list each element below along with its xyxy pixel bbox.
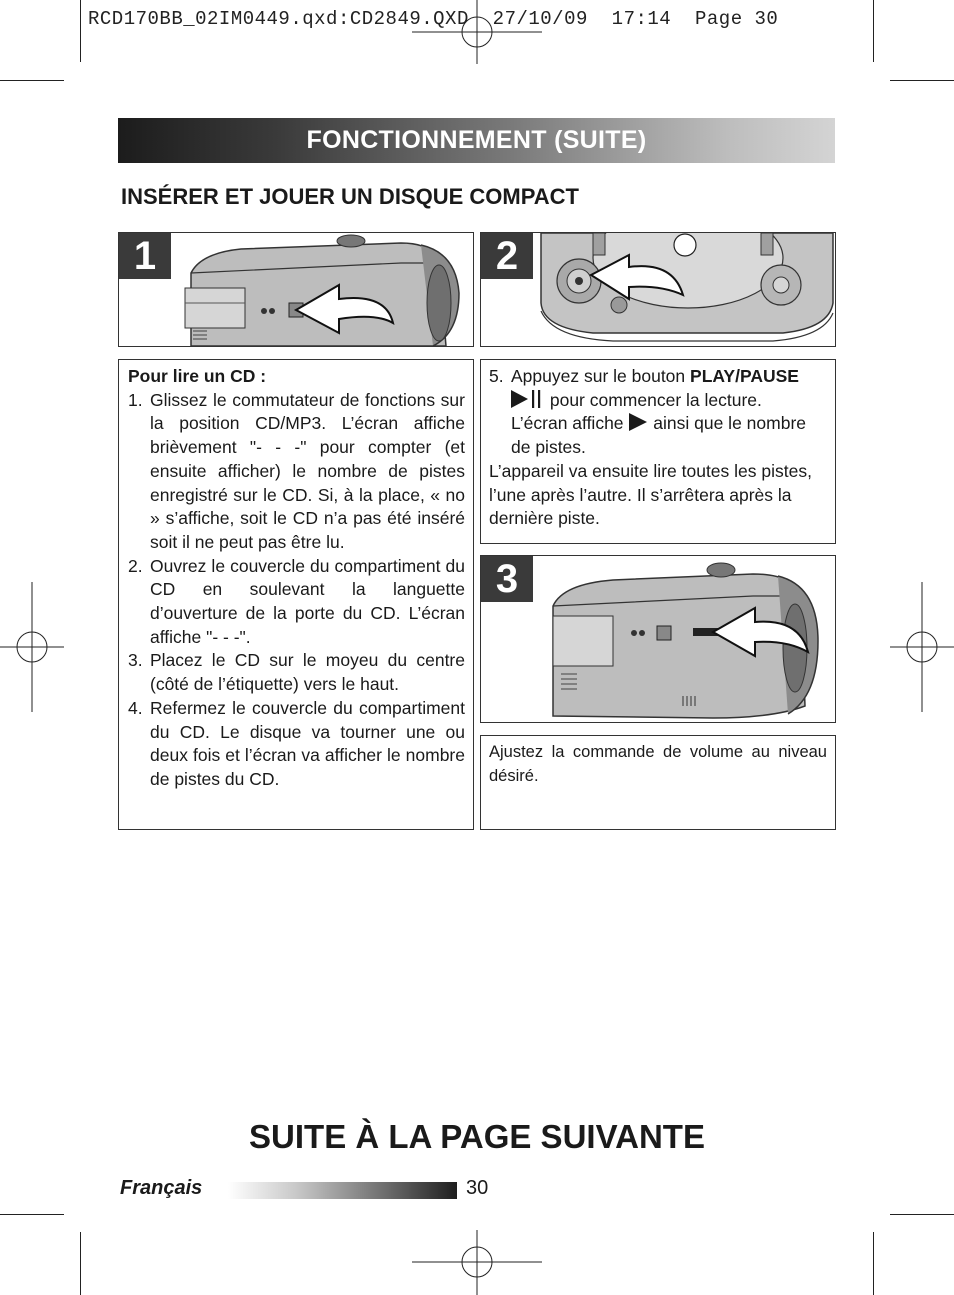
registration-mark-left bbox=[0, 582, 64, 712]
display-instruction-a: L’écran affiche bbox=[511, 413, 629, 434]
list-text bbox=[511, 365, 827, 460]
step-2-figure bbox=[480, 232, 836, 347]
play-pause-label: PLAY/PAUSE bbox=[690, 366, 799, 386]
list-item bbox=[489, 365, 827, 460]
list-number: 1. bbox=[128, 389, 143, 410]
continued-heading: SUITE À LA PAGE SUIVANTE bbox=[249, 1118, 705, 1155]
volume-note: Ajustez la commande de volume au niveau désiré. bbox=[489, 743, 827, 785]
footer-gradient-bar bbox=[228, 1182, 457, 1199]
instructions-right bbox=[480, 359, 836, 544]
list-text: Ouvrez le couvercle du compartiment du CD en soulevant la languette d’ouverture de la porte du CD. L’écran affiche "- - -". bbox=[150, 555, 465, 647]
crop-mark bbox=[0, 1214, 64, 1215]
play-instruction-a: Appuyez sur le bouton bbox=[511, 366, 691, 386]
crop-mark bbox=[0, 80, 64, 81]
instructions-left bbox=[118, 359, 474, 830]
list-number: 4. bbox=[128, 697, 143, 718]
registration-mark-bottom bbox=[412, 1230, 542, 1295]
step-number: 2 bbox=[481, 233, 533, 279]
play-pause-icon bbox=[511, 389, 545, 409]
crop-mark bbox=[873, 1232, 874, 1295]
list-item bbox=[128, 697, 465, 792]
list-text: Placez le CD sur le moyeu du centre (côté de l’étiquette) vers le haut. bbox=[150, 650, 465, 695]
crop-mark bbox=[80, 0, 81, 62]
volume-note-box bbox=[480, 735, 836, 830]
instructions-heading: Pour lire un CD : bbox=[128, 366, 267, 386]
play-instruction-b: pour commencer la lecture. bbox=[545, 389, 762, 410]
crop-mark bbox=[890, 1214, 954, 1215]
playback-paragraph: L’appareil va ensuite lire toutes les pistes, l’une après l’autre. Il s’arrêtera après la dernière piste. bbox=[489, 460, 812, 529]
print-header: RCD170BB_02IM0449.qxd:CD2849.QXD 27/10/09 17:14 Page 30 bbox=[88, 8, 779, 30]
cd-player-top-illustration bbox=[533, 233, 835, 346]
crop-mark bbox=[80, 1232, 81, 1295]
play-icon bbox=[628, 412, 648, 432]
registration-mark-top bbox=[412, 0, 542, 64]
list-text: Refermez le couvercle du compartiment du CD. Le disque va tourner une ou deux fois et l’écran va afficher le nombre de pistes du CD. bbox=[150, 697, 465, 789]
crop-mark bbox=[890, 80, 954, 81]
display-instruction-b: ainsi que le nombre de pistes. bbox=[511, 413, 807, 458]
registration-mark-right bbox=[890, 582, 954, 712]
step-1-figure bbox=[118, 232, 474, 347]
step-3-figure bbox=[480, 555, 836, 723]
list-number: 5. bbox=[489, 366, 504, 386]
list-item bbox=[128, 649, 465, 696]
page-number: 30 bbox=[466, 1177, 489, 1199]
list-number: 2. bbox=[128, 555, 143, 576]
list-text: Glissez le commutateur de fonctions sur la position CD/MP3. L’écran affiche brièvement "- - -" pour compter (et ensuite afficher) le nombre de pistes enregistré sur le CD. Si, à la place, « no » s’affiche, soit le CD n’a pas été inséré soit il ne peut pas être lu. bbox=[150, 389, 465, 552]
title-bar bbox=[118, 118, 835, 163]
cd-player-side-illustration bbox=[171, 233, 473, 346]
cd-player-volume-illustration bbox=[533, 556, 835, 722]
page-title: FONCTIONNEMENT (SUITE) bbox=[306, 126, 647, 154]
list-item bbox=[128, 389, 465, 555]
list-number: 3. bbox=[128, 650, 143, 671]
list-item bbox=[128, 555, 465, 650]
step-number: 1 bbox=[119, 233, 171, 279]
crop-mark bbox=[873, 0, 874, 62]
language-label: Français bbox=[120, 1177, 203, 1199]
step-number: 3 bbox=[481, 556, 533, 602]
section-heading: INSÉRER ET JOUER UN DISQUE COMPACT bbox=[121, 184, 579, 209]
